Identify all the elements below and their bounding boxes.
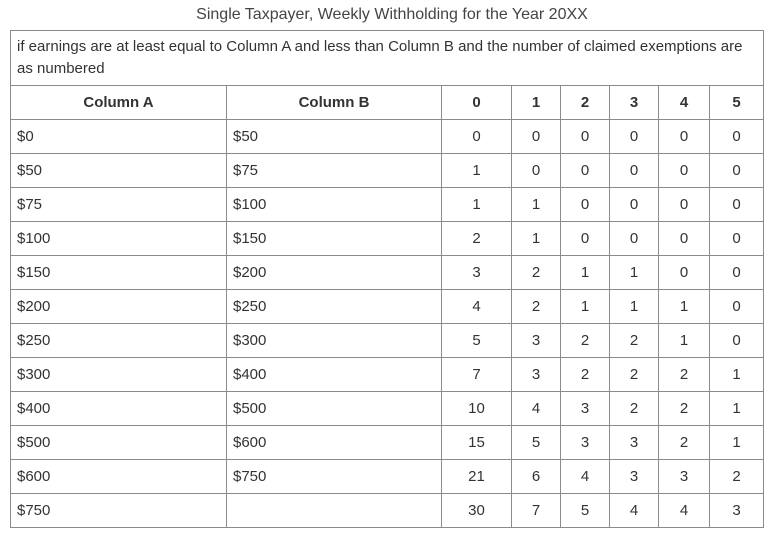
table-body bbox=[11, 120, 764, 528]
exemptions-5-cell: 3 bbox=[710, 494, 764, 528]
exemptions-2-cell: 5 bbox=[561, 494, 610, 528]
exemptions-0-cell: 1 bbox=[442, 154, 512, 188]
column-a-cell: $600 bbox=[11, 460, 227, 494]
column-a-cell: $750 bbox=[11, 494, 227, 528]
exemptions-5-cell: 1 bbox=[710, 392, 764, 426]
exemptions-4-cell: 1 bbox=[659, 324, 710, 358]
exemptions-0-cell: 10 bbox=[442, 392, 512, 426]
column-a-cell: $150 bbox=[11, 256, 227, 290]
exemptions-2-cell: 2 bbox=[561, 324, 610, 358]
exemptions-3-cell: 2 bbox=[610, 324, 659, 358]
table-row bbox=[11, 426, 764, 460]
exemptions-1-cell: 5 bbox=[512, 426, 561, 460]
withholding-table bbox=[10, 30, 764, 528]
column-a-cell: $250 bbox=[11, 324, 227, 358]
table-row bbox=[11, 222, 764, 256]
exemptions-3-cell: 0 bbox=[610, 120, 659, 154]
exemptions-5-cell: 1 bbox=[710, 358, 764, 392]
table-row bbox=[11, 460, 764, 494]
column-header-exemptions-5: 5 bbox=[710, 86, 764, 120]
exemptions-1-cell: 2 bbox=[512, 290, 561, 324]
column-b-cell: $150 bbox=[227, 222, 442, 256]
column-b-cell: $500 bbox=[227, 392, 442, 426]
description-row bbox=[11, 31, 764, 86]
table-row bbox=[11, 358, 764, 392]
column-header-exemptions-1: 1 bbox=[512, 86, 561, 120]
exemptions-2-cell: 0 bbox=[561, 188, 610, 222]
table-row bbox=[11, 494, 764, 528]
table-row bbox=[11, 188, 764, 222]
column-a-cell: $300 bbox=[11, 358, 227, 392]
exemptions-5-cell: 0 bbox=[710, 222, 764, 256]
exemptions-5-cell: 0 bbox=[710, 290, 764, 324]
header-row bbox=[11, 86, 764, 120]
exemptions-3-cell: 0 bbox=[610, 188, 659, 222]
column-b-cell: $400 bbox=[227, 358, 442, 392]
exemptions-4-cell: 1 bbox=[659, 290, 710, 324]
exemptions-4-cell: 2 bbox=[659, 426, 710, 460]
column-b-cell: $250 bbox=[227, 290, 442, 324]
table-row bbox=[11, 120, 764, 154]
exemptions-4-cell: 0 bbox=[659, 256, 710, 290]
column-b-cell: $100 bbox=[227, 188, 442, 222]
exemptions-2-cell: 1 bbox=[561, 290, 610, 324]
table-description: if earnings are at least equal to Column A and less than Column B and the number of claimed exemptions are as numbered bbox=[11, 31, 764, 86]
exemptions-2-cell: 1 bbox=[561, 256, 610, 290]
exemptions-4-cell: 0 bbox=[659, 154, 710, 188]
exemptions-5-cell: 0 bbox=[710, 120, 764, 154]
exemptions-0-cell: 3 bbox=[442, 256, 512, 290]
column-header-exemptions-4: 4 bbox=[659, 86, 710, 120]
column-a-cell: $0 bbox=[11, 120, 227, 154]
exemptions-5-cell: 0 bbox=[710, 256, 764, 290]
exemptions-4-cell: 0 bbox=[659, 222, 710, 256]
exemptions-1-cell: 2 bbox=[512, 256, 561, 290]
table-row bbox=[11, 256, 764, 290]
exemptions-0-cell: 21 bbox=[442, 460, 512, 494]
exemptions-0-cell: 7 bbox=[442, 358, 512, 392]
exemptions-0-cell: 15 bbox=[442, 426, 512, 460]
table-row bbox=[11, 290, 764, 324]
exemptions-3-cell: 0 bbox=[610, 222, 659, 256]
exemptions-3-cell: 2 bbox=[610, 358, 659, 392]
exemptions-1-cell: 0 bbox=[512, 120, 561, 154]
column-a-cell: $100 bbox=[11, 222, 227, 256]
exemptions-3-cell: 2 bbox=[610, 392, 659, 426]
exemptions-2-cell: 4 bbox=[561, 460, 610, 494]
column-b-cell: $750 bbox=[227, 460, 442, 494]
column-a-cell: $200 bbox=[11, 290, 227, 324]
column-header-exemptions-2: 2 bbox=[561, 86, 610, 120]
table-title: Single Taxpayer, Weekly Withholding for the Year 20XX bbox=[196, 6, 588, 23]
exemptions-1-cell: 3 bbox=[512, 324, 561, 358]
exemptions-3-cell: 0 bbox=[610, 154, 659, 188]
exemptions-1-cell: 4 bbox=[512, 392, 561, 426]
exemptions-4-cell: 2 bbox=[659, 392, 710, 426]
column-header-column-a: Column A bbox=[11, 86, 227, 120]
column-a-cell: $400 bbox=[11, 392, 227, 426]
exemptions-0-cell: 1 bbox=[442, 188, 512, 222]
column-header-exemptions-0: 0 bbox=[442, 86, 512, 120]
column-a-cell: $500 bbox=[11, 426, 227, 460]
table-row bbox=[11, 154, 764, 188]
column-b-cell: $50 bbox=[227, 120, 442, 154]
column-b-cell: $600 bbox=[227, 426, 442, 460]
column-a-cell: $75 bbox=[11, 188, 227, 222]
exemptions-1-cell: 7 bbox=[512, 494, 561, 528]
column-b-cell: $200 bbox=[227, 256, 442, 290]
table-row bbox=[11, 392, 764, 426]
column-header-exemptions-3: 3 bbox=[610, 86, 659, 120]
exemptions-3-cell: 3 bbox=[610, 460, 659, 494]
column-b-cell: $75 bbox=[227, 154, 442, 188]
column-header-column-b: Column B bbox=[227, 86, 442, 120]
exemptions-0-cell: 30 bbox=[442, 494, 512, 528]
exemptions-2-cell: 0 bbox=[561, 154, 610, 188]
exemptions-4-cell: 3 bbox=[659, 460, 710, 494]
exemptions-0-cell: 2 bbox=[442, 222, 512, 256]
exemptions-4-cell: 0 bbox=[659, 120, 710, 154]
exemptions-5-cell: 1 bbox=[710, 426, 764, 460]
exemptions-0-cell: 4 bbox=[442, 290, 512, 324]
exemptions-2-cell: 0 bbox=[561, 222, 610, 256]
column-b-cell: $300 bbox=[227, 324, 442, 358]
exemptions-1-cell: 0 bbox=[512, 154, 561, 188]
exemptions-3-cell: 1 bbox=[610, 256, 659, 290]
exemptions-1-cell: 3 bbox=[512, 358, 561, 392]
exemptions-3-cell: 3 bbox=[610, 426, 659, 460]
exemptions-1-cell: 1 bbox=[512, 188, 561, 222]
exemptions-5-cell: 2 bbox=[710, 460, 764, 494]
exemptions-3-cell: 4 bbox=[610, 494, 659, 528]
exemptions-2-cell: 2 bbox=[561, 358, 610, 392]
exemptions-0-cell: 0 bbox=[442, 120, 512, 154]
exemptions-5-cell: 0 bbox=[710, 154, 764, 188]
table-row bbox=[11, 324, 764, 358]
exemptions-5-cell: 0 bbox=[710, 188, 764, 222]
exemptions-4-cell: 2 bbox=[659, 358, 710, 392]
exemptions-1-cell: 1 bbox=[512, 222, 561, 256]
column-a-cell: $50 bbox=[11, 154, 227, 188]
column-b-cell bbox=[227, 494, 442, 528]
exemptions-2-cell: 3 bbox=[561, 392, 610, 426]
exemptions-0-cell: 5 bbox=[442, 324, 512, 358]
exemptions-4-cell: 0 bbox=[659, 188, 710, 222]
exemptions-3-cell: 1 bbox=[610, 290, 659, 324]
exemptions-4-cell: 4 bbox=[659, 494, 710, 528]
exemptions-1-cell: 6 bbox=[512, 460, 561, 494]
exemptions-2-cell: 3 bbox=[561, 426, 610, 460]
exemptions-5-cell: 0 bbox=[710, 324, 764, 358]
exemptions-2-cell: 0 bbox=[561, 120, 610, 154]
